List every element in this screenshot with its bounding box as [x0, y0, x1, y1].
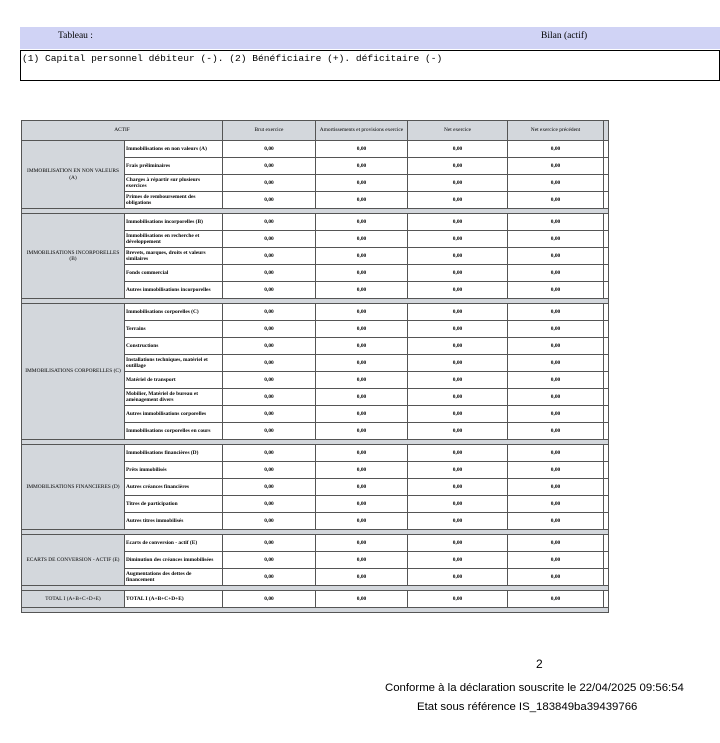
- row-label: Frais préliminaires: [125, 158, 223, 175]
- value-cell: 0,00: [223, 248, 316, 265]
- value-cell: 0,00: [223, 355, 316, 372]
- value-cell: 0,00: [223, 141, 316, 158]
- column-header-actif: ACTIF: [22, 121, 223, 141]
- row-stub: [604, 569, 609, 586]
- value-cell: 0,00: [408, 406, 508, 423]
- value-cell: 0,00: [408, 248, 508, 265]
- value-cell: 0,00: [408, 535, 508, 552]
- row-stub: [604, 389, 609, 406]
- row-stub: [604, 304, 609, 321]
- value-cell: 0,00: [408, 372, 508, 389]
- row-stub: [604, 552, 609, 569]
- value-cell: 0,00: [408, 141, 508, 158]
- row-label: Matériel de transport: [125, 372, 223, 389]
- value-cell: 0,00: [223, 175, 316, 192]
- value-cell: 0,00: [316, 355, 408, 372]
- row-label: Immobilisations corporelles en cours: [125, 423, 223, 440]
- section-separator: [22, 608, 609, 613]
- row-label: Fonds commercial: [125, 265, 223, 282]
- table-row: [22, 445, 609, 462]
- value-cell: 0,00: [316, 214, 408, 231]
- form-header-bar: [20, 27, 720, 49]
- row-stub: [604, 248, 609, 265]
- value-cell: 0,00: [408, 462, 508, 479]
- value-cell: 0,00: [316, 175, 408, 192]
- value-cell: 0,00: [508, 389, 604, 406]
- value-cell: 0,00: [508, 192, 604, 209]
- value-cell: 0,00: [316, 479, 408, 496]
- value-cell: 0,00: [316, 535, 408, 552]
- row-label: Ecarts de conversion - actif (E): [125, 535, 223, 552]
- value-cell: 0,00: [408, 158, 508, 175]
- value-cell: 0,00: [316, 321, 408, 338]
- value-cell: 0,00: [508, 282, 604, 299]
- row-stub: [604, 175, 609, 192]
- row-label: Immobilisations financières (D): [125, 445, 223, 462]
- row-label: TOTAL I (A+B+C+D+E): [125, 591, 223, 608]
- value-cell: 0,00: [223, 591, 316, 608]
- value-cell: 0,00: [316, 265, 408, 282]
- value-cell: 0,00: [508, 372, 604, 389]
- value-cell: 0,00: [223, 535, 316, 552]
- row-label: Titres de participation: [125, 496, 223, 513]
- value-cell: 0,00: [316, 372, 408, 389]
- value-cell: 0,00: [316, 569, 408, 586]
- value-cell: 0,00: [223, 192, 316, 209]
- value-cell: 0,00: [316, 423, 408, 440]
- value-cell: 0,00: [508, 355, 604, 372]
- value-cell: 0,00: [223, 338, 316, 355]
- value-cell: 0,00: [408, 231, 508, 248]
- row-stub: [604, 496, 609, 513]
- reference-statement: Etat sous référence IS_183849ba39439766: [417, 701, 638, 713]
- value-cell: 0,00: [223, 496, 316, 513]
- row-stub: [604, 513, 609, 530]
- value-cell: 0,00: [508, 231, 604, 248]
- value-cell: 0,00: [508, 423, 604, 440]
- row-label: Autres immobilisations corporelles: [125, 406, 223, 423]
- value-cell: 0,00: [223, 479, 316, 496]
- row-stub: [604, 141, 609, 158]
- value-cell: 0,00: [408, 389, 508, 406]
- row-stub: [604, 445, 609, 462]
- value-cell: 0,00: [408, 513, 508, 530]
- value-cell: 0,00: [316, 141, 408, 158]
- row-label: Mobilier, Matériel de bureau et aménagement divers: [125, 389, 223, 406]
- page-number: 2: [536, 657, 543, 671]
- row-label: Constructions: [125, 338, 223, 355]
- value-cell: 0,00: [223, 552, 316, 569]
- value-cell: 0,00: [316, 304, 408, 321]
- row-stub: [604, 355, 609, 372]
- value-cell: 0,00: [508, 513, 604, 530]
- row-label: Primes de remboursement des obligations: [125, 192, 223, 209]
- value-cell: 0,00: [223, 513, 316, 530]
- row-label: Autres immobilisations incorporelles: [125, 282, 223, 299]
- row-label: Immobilisations en non valeurs (A): [125, 141, 223, 158]
- row-label: Brevets, marques, droits et valeurs similaires: [125, 248, 223, 265]
- row-label: Augmentations des dettes de financement: [125, 569, 223, 586]
- table-header-row: [22, 121, 609, 141]
- row-label: Immobilisations corporelles (C): [125, 304, 223, 321]
- column-header-net: Net exercice: [408, 121, 508, 141]
- value-cell: 0,00: [408, 265, 508, 282]
- row-label: Immobilisations en recherche et développement: [125, 231, 223, 248]
- row-label: Terrains: [125, 321, 223, 338]
- row-label: Autres titres immobilisés: [125, 513, 223, 530]
- value-cell: 0,00: [408, 304, 508, 321]
- value-cell: 0,00: [508, 462, 604, 479]
- value-cell: 0,00: [223, 304, 316, 321]
- table-row: [22, 535, 609, 552]
- value-cell: 0,00: [223, 569, 316, 586]
- row-stub: [604, 535, 609, 552]
- table-row: [22, 214, 609, 231]
- table-body: [22, 141, 609, 613]
- value-cell: 0,00: [223, 372, 316, 389]
- value-cell: 0,00: [223, 231, 316, 248]
- value-cell: 0,00: [508, 535, 604, 552]
- value-cell: 0,00: [223, 406, 316, 423]
- value-cell: 0,00: [223, 214, 316, 231]
- table-row: [22, 304, 609, 321]
- value-cell: 0,00: [316, 462, 408, 479]
- row-stub: [604, 265, 609, 282]
- value-cell: 0,00: [508, 158, 604, 175]
- row-stub: [604, 231, 609, 248]
- row-stub: [604, 282, 609, 299]
- value-cell: 0,00: [223, 445, 316, 462]
- value-cell: 0,00: [408, 496, 508, 513]
- row-stub: [604, 423, 609, 440]
- row-label: Diminution des créances immobilisées: [125, 552, 223, 569]
- value-cell: 0,00: [508, 265, 604, 282]
- section-category: IMMOBILISATIONS INCORPORELLES (B): [22, 214, 125, 299]
- value-cell: 0,00: [508, 141, 604, 158]
- value-cell: 0,00: [408, 569, 508, 586]
- row-label: Installations techniques, matériel et outillage: [125, 355, 223, 372]
- row-stub: [604, 462, 609, 479]
- table-row: [22, 141, 609, 158]
- value-cell: 0,00: [223, 389, 316, 406]
- value-cell: 0,00: [316, 338, 408, 355]
- row-stub: [604, 479, 609, 496]
- value-cell: 0,00: [223, 265, 316, 282]
- value-cell: 0,00: [408, 282, 508, 299]
- section-category: IMMOBILISATIONS CORPORELLES (C): [22, 304, 125, 440]
- row-label: Charges à répartir sur plusieurs exercices: [125, 175, 223, 192]
- value-cell: 0,00: [408, 175, 508, 192]
- row-stub: [604, 372, 609, 389]
- row-stub: [604, 158, 609, 175]
- value-cell: 0,00: [508, 591, 604, 608]
- value-cell: 0,00: [316, 496, 408, 513]
- value-cell: 0,00: [508, 479, 604, 496]
- row-label: Prêts immobilisés: [125, 462, 223, 479]
- value-cell: 0,00: [408, 192, 508, 209]
- section-category: ECARTS DE CONVERSION - ACTIF (E): [22, 535, 125, 586]
- value-cell: 0,00: [316, 445, 408, 462]
- row-stub: [604, 591, 609, 608]
- value-cell: 0,00: [508, 214, 604, 231]
- value-cell: 0,00: [408, 423, 508, 440]
- column-stub: [604, 121, 609, 141]
- value-cell: 0,00: [316, 282, 408, 299]
- value-cell: 0,00: [408, 591, 508, 608]
- column-header-net-precedent: Net exercice précédent: [508, 121, 604, 141]
- value-cell: 0,00: [508, 552, 604, 569]
- value-cell: 0,00: [408, 321, 508, 338]
- value-cell: 0,00: [408, 338, 508, 355]
- value-cell: 0,00: [408, 445, 508, 462]
- balance-sheet-table: [21, 120, 609, 613]
- table-row: [22, 591, 609, 608]
- row-stub: [604, 338, 609, 355]
- legend-note: (1) Capital personnel débiteur (-). (2) Bénéficiaire (+). déficitaire (-): [20, 50, 720, 81]
- value-cell: 0,00: [223, 462, 316, 479]
- value-cell: 0,00: [508, 338, 604, 355]
- section-category: TOTAL I (A+B+C+D+E): [22, 591, 125, 608]
- value-cell: 0,00: [508, 496, 604, 513]
- value-cell: 0,00: [223, 321, 316, 338]
- value-cell: 0,00: [316, 192, 408, 209]
- form-subtitle: Bilan (actif): [541, 31, 588, 41]
- value-cell: 0,00: [408, 479, 508, 496]
- value-cell: 0,00: [316, 389, 408, 406]
- value-cell: 0,00: [508, 304, 604, 321]
- value-cell: 0,00: [408, 552, 508, 569]
- column-header-amortissements: Amortissements et provisions exercice: [316, 121, 408, 141]
- value-cell: 0,00: [508, 248, 604, 265]
- value-cell: 0,00: [316, 552, 408, 569]
- value-cell: 0,00: [316, 158, 408, 175]
- value-cell: 0,00: [223, 282, 316, 299]
- value-cell: 0,00: [316, 231, 408, 248]
- row-stub: [604, 406, 609, 423]
- conformity-statement: Conforme à la déclaration souscrite le 22/04/2025 09:56:54: [385, 682, 684, 694]
- value-cell: 0,00: [508, 445, 604, 462]
- section-category: IMMOBILISATION EN NON VALEURS (A): [22, 141, 125, 209]
- row-label: Immobilisations incorporelles (B): [125, 214, 223, 231]
- value-cell: 0,00: [508, 321, 604, 338]
- value-cell: 0,00: [223, 423, 316, 440]
- row-stub: [604, 321, 609, 338]
- row-stub: [604, 214, 609, 231]
- separator-cell: [22, 608, 609, 613]
- value-cell: 0,00: [316, 248, 408, 265]
- value-cell: 0,00: [316, 591, 408, 608]
- value-cell: 0,00: [408, 214, 508, 231]
- section-category: IMMOBILISATIONS FINANCIERES (D): [22, 445, 125, 530]
- value-cell: 0,00: [508, 569, 604, 586]
- value-cell: 0,00: [508, 175, 604, 192]
- value-cell: 0,00: [316, 406, 408, 423]
- value-cell: 0,00: [223, 158, 316, 175]
- row-stub: [604, 192, 609, 209]
- value-cell: 0,00: [508, 406, 604, 423]
- value-cell: 0,00: [316, 513, 408, 530]
- form-title: Tableau :: [58, 31, 93, 41]
- value-cell: 0,00: [408, 355, 508, 372]
- row-label: Autres créances financières: [125, 479, 223, 496]
- column-header-brut: Brut exercice: [223, 121, 316, 141]
